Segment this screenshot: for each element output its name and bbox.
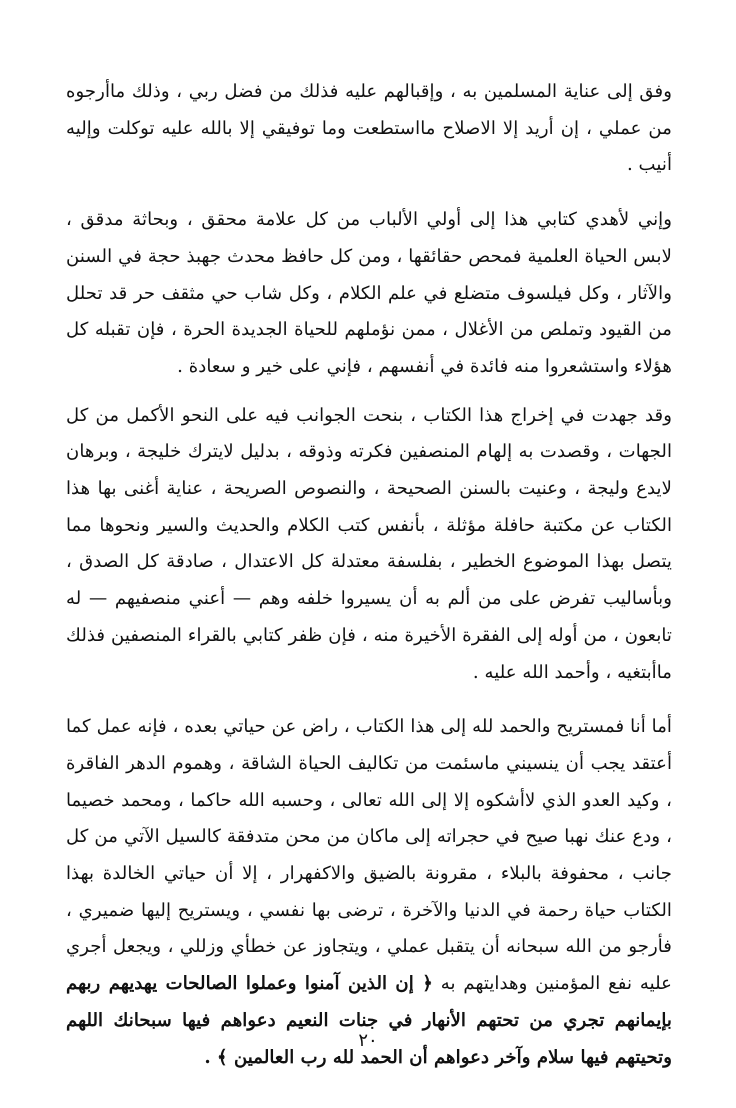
paragraph-effort: وقد جهدت في إخراج هذا الكتاب ، بنحت الجوانب فيه على النحو الأكمل من كل الجهات ، وقصدت به إلهام المنصفين فكرته وذوقه ، بدليل لايترك خليجة ، وبرهان لايدع وليجة ، وعنيت بالسنن الصحيحة ، والنصوص الصريحة ، عناية أغنى بها هذا الكتاب عن مكتبة حافلة مؤثلة ، بأنفس كتب الكلام والحديث والسير ونحوها مما يتصل بهذا الموضوع الخطير ، بفلسفة معتدلة كل الاعتدال ، صادقة كل الصدق ، وبأساليب تفرض على من ألم به أن يسيروا خلفه وهم — أعني منصفيهم — له تابعون ، من أوله إلى الفقرة الأخيرة منه ، فإن ظفر كتابي بالقراء المنصفين فذلك ماأبتغيه ، وأحمد الله عليه . xyxy=(66,404,672,683)
paragraph-gap xyxy=(66,691,672,709)
paragraph-closing-intro: وفق إلى عناية المسلمين به ، وإقبالهم عليه فذلك من فضل ربي ، وذلك ماأرجوه من عملي ، إن أريد إلا الاصلاح مااستطعت وما توفيقي إلا بالله عليه توكلت وإليه أنيب . xyxy=(66,81,672,176)
page-number: ٢٠ xyxy=(358,1030,378,1051)
paragraph-dedication: وإني لأهدي كتابي هذا إلى أولي الألباب من كل علامة محقق ، وبحاثة مدقق ، لابس الحياة العلمية فمحص حقائقها ، ومن كل حافظ محدث جهبذ حجة في السنن والآثار ، وكل فيلسوف متضلع في علم الكلام ، وكل شاب حي مثقف حر قد تحلل من القيود وتملص من الأغلال ، ممن نؤملهم للحياة الجديدة الحرة ، فإن تقبله كل هؤلاء واستشعروا منه فائدة في أنفسهم ، فإني على خير و سعادة . xyxy=(66,209,672,377)
paragraph-gap xyxy=(66,386,672,398)
paragraph-gap xyxy=(66,184,672,202)
quranic-verse: ﴿ إن الذين آمنوا وعملوا الصالحات يهديهم ربهم بإيمانهم تجري من تحتهم الأنهار في جنات النعيم دعواهم فيها سبحانك اللهم وتحيتهم فيها سلام وآخر دعواهم أن الحمد لله رب العالمين ﴾ . xyxy=(66,973,672,1068)
conclusion-text: أما أنا فمستريح والحمد لله إلى هذا الكتاب ، راض عن حياتي بعده ، فإنه عمل كما أعتقد يجب أن ينسيني ماسئمت من تكاليف الحياة الشاقة ، وهموم الدهر الفاقرة ، وكيد العدو الذي لاأشكوه إلا إلى الله تعالى ، وحسبه الله حاكما ، ومحمد خصيما ، ودع عنك نهبا صيح في حجراته إلى ماكان من محن متدفقة كالسيل الآتي من كل جانب ، محفوفة بالبلاء ، مقرونة بالضيق والاكفهرار ، إلا أن حياتي الخالدة بهذا الكتاب حياة رحمة في الدنيا والآخرة ، ترضى بها نفسي ، ويستريح إليها ضميري ، فأرجو من الله سبحانه أن يتقبل عملي ، ويتجاوز عن خطأي وزللي ، ويجعل أجري عليه نفع المؤمنين وهدايتهم به xyxy=(66,716,672,995)
paragraph-conclusion xyxy=(66,709,672,1076)
